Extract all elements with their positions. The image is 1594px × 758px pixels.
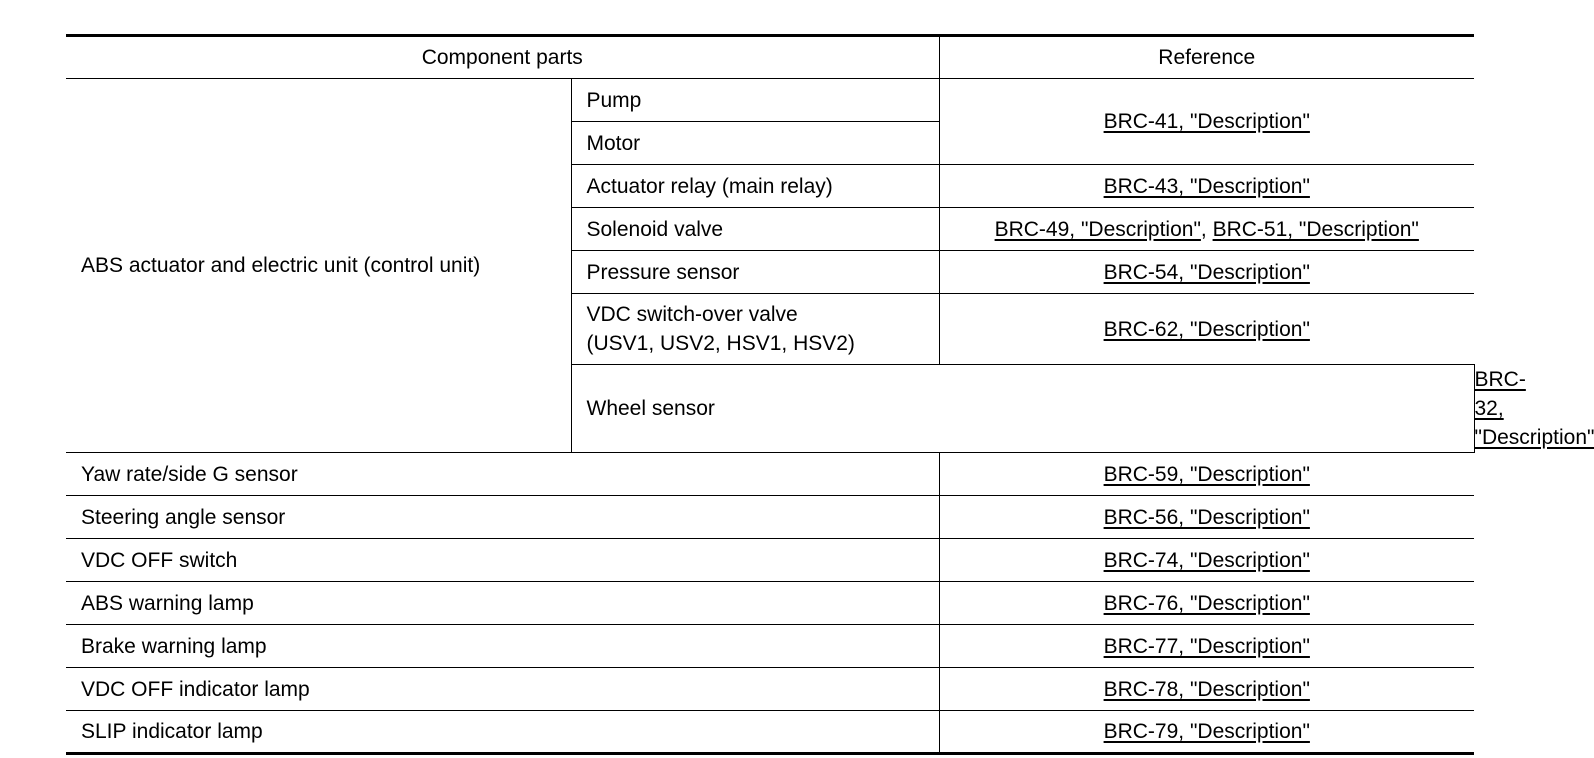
reference-cell [939, 539, 1474, 582]
subpart-vdc-valve-line2: (USV1, USV2, HSV1, HSV2) [586, 332, 855, 355]
part-brake-warning-lamp: Brake warning lamp [66, 625, 939, 668]
table-row [66, 496, 1474, 539]
reference-link-brc-77[interactable]: BRC-77, "Description" [1103, 634, 1310, 658]
reference-cell [939, 208, 1474, 251]
reference-link-brc-59[interactable]: BRC-59, "Description" [1103, 462, 1310, 486]
part-abs-warning-lamp: ABS warning lamp [66, 582, 939, 625]
table-row [66, 668, 1474, 711]
reference-cell [939, 251, 1474, 294]
header-component-parts: Component parts [66, 36, 939, 79]
subpart-pressure-sensor: Pressure sensor [571, 251, 939, 294]
reference-link-brc-54[interactable]: BRC-54, "Description" [1103, 260, 1310, 284]
reference-link-brc-56[interactable]: BRC-56, "Description" [1103, 505, 1310, 529]
reference-link-brc-43[interactable]: BRC-43, "Description" [1103, 174, 1310, 198]
reference-link-brc-74[interactable]: BRC-74, "Description" [1103, 548, 1310, 572]
part-wheel-sensor: Wheel sensor [571, 365, 1474, 453]
table-row [66, 453, 1474, 496]
table-row [66, 711, 1474, 754]
subpart-pump: Pump [571, 79, 939, 122]
subpart-vdc-switch-over-valve [571, 294, 939, 365]
reference-cell [939, 453, 1474, 496]
reference-link-brc-79[interactable]: BRC-79, "Description" [1103, 720, 1310, 743]
subpart-vdc-valve-line1: VDC switch-over valve [586, 303, 798, 326]
subpart-motor: Motor [571, 122, 939, 165]
group-label-abs-actuator: ABS actuator and electric unit (control unit) [66, 79, 571, 453]
reference-link-brc-51[interactable]: BRC-51, "Description" [1212, 217, 1419, 241]
reference-cell [939, 165, 1474, 208]
part-vdc-off-indicator-lamp: VDC OFF indicator lamp [66, 668, 939, 711]
table-row [66, 625, 1474, 668]
part-vdc-off-switch: VDC OFF switch [66, 539, 939, 582]
reference-link-brc-49[interactable]: BRC-49, "Description" [994, 217, 1201, 241]
reference-separator: , [1200, 217, 1213, 241]
reference-cell [939, 294, 1474, 365]
table-header-row [66, 36, 1474, 79]
reference-cell [939, 582, 1474, 625]
part-yaw-rate-sensor: Yaw rate/side G sensor [66, 453, 939, 496]
reference-cell [939, 668, 1474, 711]
reference-link-brc-62[interactable]: BRC-62, "Description" [1103, 317, 1310, 341]
reference-cell [939, 79, 1474, 165]
table-row [66, 79, 1474, 122]
component-parts-table [66, 34, 1594, 755]
part-steering-angle-sensor: Steering angle sensor [66, 496, 939, 539]
reference-link-brc-32[interactable]: BRC-32, "Description" [1474, 368, 1594, 449]
reference-cell [939, 496, 1474, 539]
table-row [66, 582, 1474, 625]
reference-cell [939, 625, 1474, 668]
table-row [66, 539, 1474, 582]
part-slip-indicator-lamp: SLIP indicator lamp [66, 711, 939, 754]
subpart-actuator-relay: Actuator relay (main relay) [571, 165, 939, 208]
reference-link-brc-41[interactable]: BRC-41, "Description" [1103, 110, 1310, 133]
reference-link-brc-78[interactable]: BRC-78, "Description" [1103, 677, 1310, 701]
reference-cell [939, 711, 1474, 754]
header-reference: Reference [939, 36, 1474, 79]
reference-link-brc-76[interactable]: BRC-76, "Description" [1103, 591, 1310, 615]
subpart-solenoid-valve: Solenoid valve [571, 208, 939, 251]
